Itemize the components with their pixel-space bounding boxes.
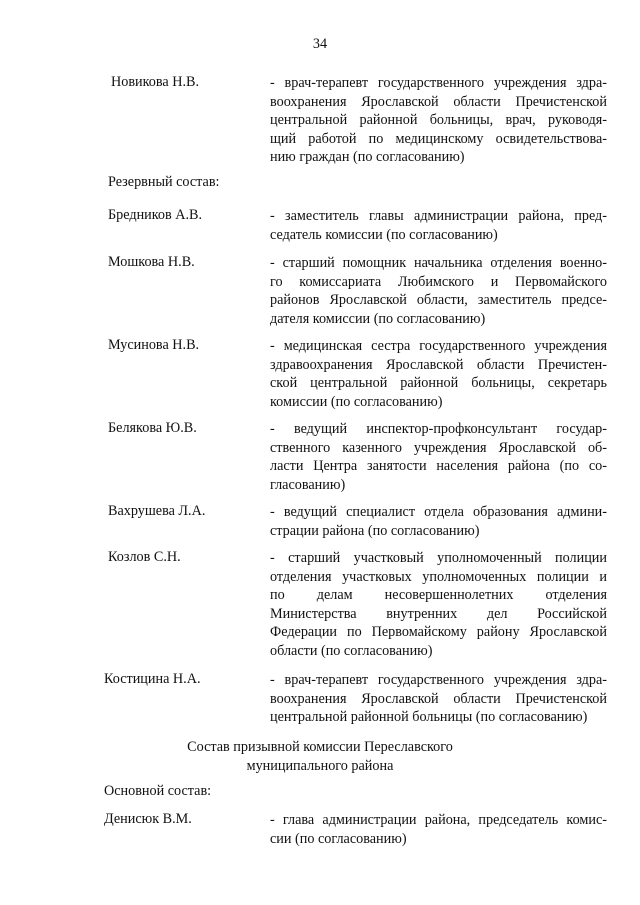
description-line: ственного казенного учреждения Ярославской об- [270,439,607,456]
description-line: центральной районной больницы (по согласованию) [270,709,588,726]
description-line: го комиссариата Любимского и Первомайского [270,273,607,290]
description-line: - ведущий специалист отдела образования админи- [270,504,607,520]
page-number: 34 [312,36,328,52]
description-line: Федерации по Первомайскому району Ярославской [270,624,607,641]
member-description [270,549,607,661]
section-heading [0,738,640,775]
description-line: седатель комиссии (по согласованию) [270,226,498,243]
description-line: - врач-терапевт государственного учреждения здра- [270,75,607,91]
main-composition-label: Основной состав: [104,783,212,799]
member-name: Козлов С.Н. [108,549,181,565]
description-line: - врач-терапевт государственного учреждения здра- [270,672,607,688]
description-line: районов Ярославской области, заместитель предсе- [270,292,607,309]
description-line: страции района (по согласованию) [270,522,480,539]
member-description [270,503,607,540]
description-line: - старший участковый уполномоченный полиции [270,550,607,566]
description-line: - старший помощник начальника отделения военно- [270,255,607,271]
member-name: Бредников А.В. [108,207,203,223]
member-name: Белякова Ю.В. [108,420,197,436]
description-line: воохранения Ярославской области Пречистенской [270,93,607,110]
member-name: Вахрушева Л.А. [108,503,206,519]
description-line: области (по согласованию) [270,642,433,659]
description-line: по делам несовершеннолетних отделения [270,587,607,604]
member-description [270,254,607,328]
member-description [270,811,607,848]
description-line: отделения участковых уполномоченных полиции и [270,568,607,585]
description-line: нию граждан (по согласованию) [270,149,465,166]
description-line: гласованию) [270,476,346,493]
description-line: воохранения Ярославской области Пречистенской [270,690,607,707]
section-heading-line: Состав призывной комиссии Переславского [187,739,453,755]
member-description [270,337,607,411]
member-name: Мусинова Н.В. [108,337,200,353]
description-line: комиссии (по согласованию) [270,393,443,410]
member-description [270,207,607,244]
reserve-composition-label: Резервный состав: [108,174,220,190]
description-line: - глава администрации района, председатель комис- [270,812,607,828]
description-line: - медицинская сестра государственного учреждения [270,338,607,354]
member-name: Денисюк В.М. [104,811,192,827]
description-line: Министерства внутренних дел Российской [270,605,607,622]
description-line: здравоохранения Ярославской области Пречистен- [270,356,607,373]
description-line: центральной районной больницы, врач, руководя- [270,112,607,129]
description-line: щий работой по медицинскому освидетельствова- [270,130,607,147]
description-line: ской центральной районной больницы, секретарь [270,375,607,392]
description-line: дателя комиссии (по согласованию) [270,310,486,327]
member-description [270,74,607,167]
description-line: сии (по согласованию) [270,830,407,847]
member-name: Костицина Н.А. [104,671,201,687]
description-line: ласти Центра занятости населения района (по со- [270,458,607,475]
member-description [270,671,607,727]
description-line: - ведущий инспектор-профконсультант государ- [270,421,607,437]
description-line: - заместитель главы администрации района, пред- [270,208,607,224]
member-description [270,420,607,494]
section-heading-line: муниципального района [246,757,394,774]
member-name: Новикова Н.В. [111,74,200,90]
member-name: Мошкова Н.В. [108,254,195,270]
